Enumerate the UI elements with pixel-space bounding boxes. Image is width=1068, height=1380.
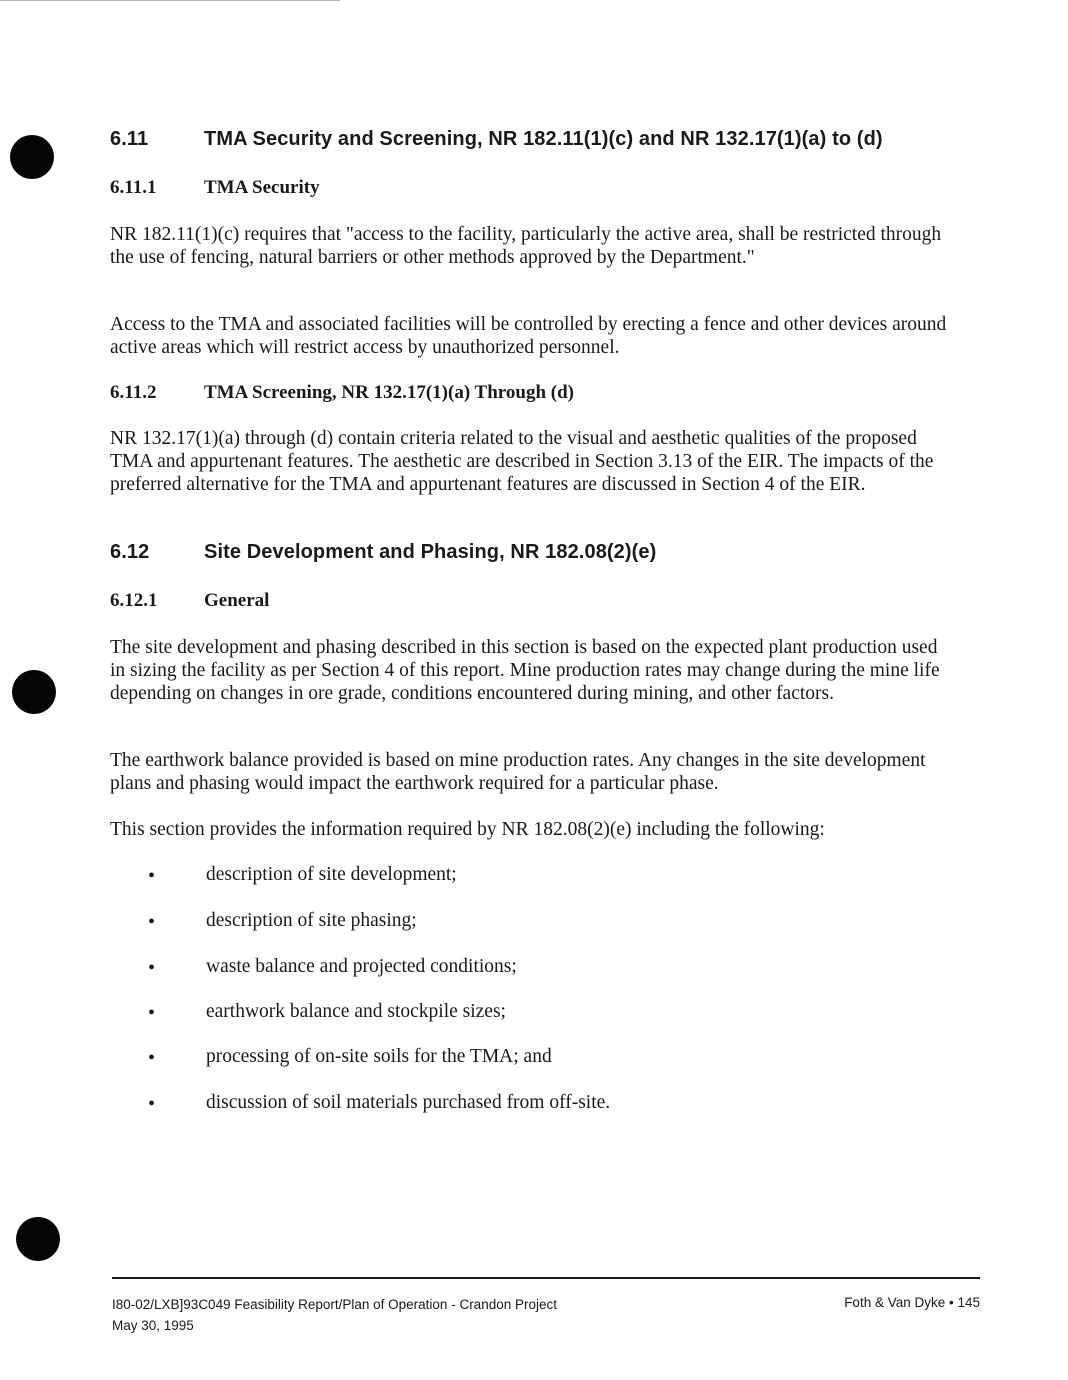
list-item-text: earthwork balance and stockpile sizes; [206, 1001, 506, 1022]
paragraph-general-2: The earthwork balance provided is based on mine production rates. Any changes in the site development plans and phasing would impact the earthwork required for a particular phase. [110, 750, 926, 794]
section-heading-6-12-1 [110, 590, 269, 612]
punch-hole-icon [10, 135, 54, 179]
section-number: 6.12 [110, 541, 150, 563]
section-number: 6.11 [110, 128, 149, 150]
list-item-text: waste balance and projected conditions; [206, 956, 517, 977]
list-item-text: processing of on-site soils for the TMA; and [206, 1046, 552, 1067]
bullet-icon: • [148, 1093, 156, 1115]
list-item-text: discussion of soil materials purchased from off-site. [206, 1092, 611, 1113]
list-item-text: description of site development; [206, 864, 457, 885]
section-number: 6.12.1 [110, 590, 158, 611]
section-number: 6.11.1 [110, 177, 157, 198]
footer-divider [112, 1277, 980, 1279]
paragraph-security-requirement: NR 182.11(1)(c) requires that "access to the facility, particularly the active area, shall be restricted through the use of fencing, natural barriers or other methods approved by the Department." [110, 224, 942, 268]
bullet-icon: • [148, 865, 156, 887]
paragraph-general-3: This section provides the information required by NR 182.08(2)(e) including the following: [110, 819, 825, 840]
punch-hole-icon [12, 670, 56, 714]
bullet-icon: • [148, 911, 156, 933]
section-title: General [204, 590, 270, 611]
section-number: 6.11.2 [110, 382, 157, 403]
section-heading-6-11-2 [110, 382, 574, 404]
bullet-icon: • [148, 1047, 156, 1069]
bullet-icon: • [148, 1002, 156, 1024]
footer-date: May 30, 1995 [112, 1318, 194, 1333]
section-title: TMA Screening, NR 132.17(1)(a) Through (d) [204, 382, 574, 403]
bullet-icon: • [148, 957, 156, 979]
section-heading-6-11-1 [110, 177, 320, 199]
punch-hole-icon [16, 1217, 60, 1261]
section-title: TMA Security and Screening, NR 182.11(1)(c) and NR 132.17(1)(a) to (d) [204, 128, 883, 150]
footer-doc-reference: I80-02/LXB]93C049 Feasibility Report/Plan of Operation - Crandon Project [112, 1297, 557, 1312]
paragraph-general-1: The site development and phasing described in this section is based on the expected plant production used in sizing the facility as per Section 4 of this report. Mine production rates may change during the mine life depending on changes in ore grade, conditions encountered during mining, and other factors. [110, 637, 940, 704]
scan-top-edge [0, 0, 340, 1]
paragraph-screening: NR 132.17(1)(a) through (d) contain criteria related to the visual and aesthetic qualities of the proposed TMA and appurtenant features. The aesthetic are described in Section 3.13 of the EIR. The impacts of the preferred alternative for the TMA and appurtenant features are discussed in Section 4 of the EIR. [110, 428, 934, 495]
section-heading-6-11 [110, 128, 883, 151]
paragraph-security-access: Access to the TMA and associated facilities will be controlled by erecting a fence and other devices around active areas which will restrict access by unauthorized personnel. [110, 314, 947, 358]
section-heading-6-12 [110, 541, 656, 564]
section-title: TMA Security [204, 177, 320, 198]
list-item-text: description of site phasing; [206, 910, 417, 931]
section-title: Site Development and Phasing, NR 182.08(2)(e) [204, 541, 657, 563]
footer-firm-page: Foth & Van Dyke • 145 [844, 1295, 980, 1310]
